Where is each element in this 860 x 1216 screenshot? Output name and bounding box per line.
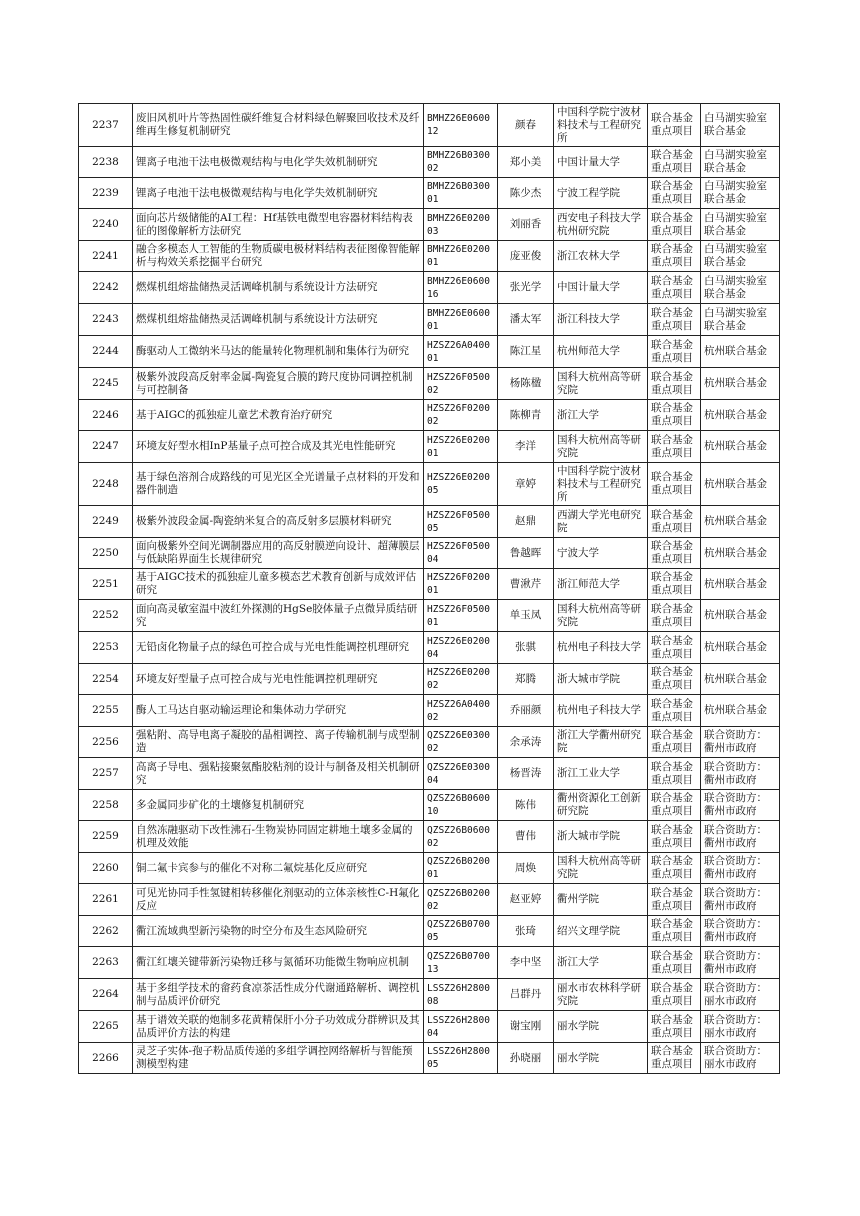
- row-number: 2248: [79, 463, 133, 506]
- applicant-name: 潘太军: [498, 304, 554, 336]
- project-code: BMHZ26E060001: [424, 304, 498, 336]
- project-title: 酶驱动人工微纳米马达的能量转化物理机制和集体行为研究: [133, 336, 424, 368]
- funding-source: 杭州联合基金: [701, 600, 780, 632]
- project-type: 联合基金重点项目: [648, 821, 701, 853]
- row-number: 2264: [79, 979, 133, 1011]
- table-row: [79, 104, 780, 147]
- institution: 丽水市农林科学研究院: [554, 979, 648, 1011]
- project-code: HZSZ26A040002: [424, 695, 498, 727]
- applicant-name: 刘丽香: [498, 209, 554, 241]
- funding-source: 白马湖实验室联合基金: [701, 104, 780, 147]
- project-title: 锂离子电池干法电极微观结构与电化学失效机制研究: [133, 178, 424, 209]
- project-code: HZSZ26A040001: [424, 336, 498, 368]
- row-number: 2266: [79, 1043, 133, 1074]
- table-row: [79, 664, 780, 695]
- institution: 国科大杭州高等研究院: [554, 431, 648, 463]
- funding-source: 杭州联合基金: [701, 463, 780, 506]
- table-row: [79, 538, 780, 569]
- project-title: 极紫外波段高反射率金属-陶瓷复合膜的跨尺度协同调控机制与可控制备: [133, 368, 424, 400]
- project-type: 联合基金重点项目: [648, 147, 701, 178]
- row-number: 2259: [79, 821, 133, 853]
- applicant-name: 吕群丹: [498, 979, 554, 1011]
- table-row: [79, 916, 780, 947]
- applicant-name: 单玉凤: [498, 600, 554, 632]
- table-row: [79, 400, 780, 431]
- funding-source: 联合资助方：丽水市政府: [701, 979, 780, 1011]
- row-number: 2256: [79, 727, 133, 758]
- applicant-name: 张骐: [498, 632, 554, 664]
- project-code: HZSZ26E020005: [424, 463, 498, 506]
- project-type: 联合基金重点项目: [648, 884, 701, 916]
- applicant-name: 赵亚婷: [498, 884, 554, 916]
- project-title: 无铅卤化物量子点的绿色可控合成与光电性能调控机理研究: [133, 632, 424, 664]
- row-number: 2260: [79, 853, 133, 884]
- project-title: 燃煤机组熔盐储热灵活调峰机制与系统设计方法研究: [133, 272, 424, 304]
- project-title: 基于AIGC的孤独症儿童艺术教育治疗研究: [133, 400, 424, 431]
- project-code: BMHZ26B030002: [424, 147, 498, 178]
- table-row: [79, 336, 780, 368]
- applicant-name: 杨陈楹: [498, 368, 554, 400]
- applicant-name: 鲁越晖: [498, 538, 554, 569]
- project-type: 联合基金重点项目: [648, 304, 701, 336]
- institution: 国科大杭州高等研究院: [554, 853, 648, 884]
- funding-source: 白马湖实验室联合基金: [701, 178, 780, 209]
- row-number: 2263: [79, 947, 133, 979]
- institution: 中国科学院宁波材料技术与工程研究所: [554, 463, 648, 506]
- project-title: 基于AIGC技术的孤独症儿童多模态艺术教育创新与成效评估研究: [133, 569, 424, 600]
- funding-source: 白马湖实验室联合基金: [701, 209, 780, 241]
- project-code: HZSZ26F050001: [424, 600, 498, 632]
- institution: 杭州电子科技大学: [554, 695, 648, 727]
- institution: 丽水学院: [554, 1043, 648, 1074]
- project-title: 强粘附、高导电离子凝胶的晶相调控、离子传输机制与成型制造: [133, 727, 424, 758]
- project-type: 联合基金重点项目: [648, 664, 701, 695]
- projects-table: [78, 103, 780, 1074]
- project-type: 联合基金重点项目: [648, 431, 701, 463]
- project-title: 极紫外波段金属-陶瓷纳米复合的高反射多层膜材料研究: [133, 506, 424, 538]
- funding-source: 联合资助方：衢州市政府: [701, 853, 780, 884]
- project-code: QZSZ26E030002: [424, 727, 498, 758]
- table-body: [79, 104, 780, 1074]
- funding-source: 联合资助方：丽水市政府: [701, 1043, 780, 1074]
- project-code: BMHZ26E020003: [424, 209, 498, 241]
- project-type: 联合基金重点项目: [648, 632, 701, 664]
- institution: 西安电子科技大学杭州研究院: [554, 209, 648, 241]
- funding-source: 联合资助方：衢州市政府: [701, 758, 780, 790]
- table-row: [79, 241, 780, 272]
- table-row: [79, 821, 780, 853]
- project-code: HZSZ26F050002: [424, 368, 498, 400]
- institution: 浙江师范大学: [554, 569, 648, 600]
- project-title: 基于谱效关联的炮制多花黄精保肝小分子功效成分群辨识及其品质评价方法的构建: [133, 1011, 424, 1043]
- row-number: 2258: [79, 790, 133, 821]
- project-title: 环境友好型量子点可控合成与光电性能调控机理研究: [133, 664, 424, 695]
- applicant-name: 庞亚俊: [498, 241, 554, 272]
- project-title: 衢江流域典型新污染物的时空分布及生态风险研究: [133, 916, 424, 947]
- applicant-name: 余承涛: [498, 727, 554, 758]
- project-title: 融合多模态人工智能的生物质碳电极材料结构表征图像智能解析与构效关系挖掘平台研究: [133, 241, 424, 272]
- institution: 绍兴文理学院: [554, 916, 648, 947]
- row-number: 2246: [79, 400, 133, 431]
- table-row: [79, 147, 780, 178]
- project-code: QZSZ26B070013: [424, 947, 498, 979]
- applicant-name: 陈柳青: [498, 400, 554, 431]
- row-number: 2250: [79, 538, 133, 569]
- row-number: 2253: [79, 632, 133, 664]
- applicant-name: 李中坚: [498, 947, 554, 979]
- institution: 浙江科技大学: [554, 304, 648, 336]
- institution: 浙大城市学院: [554, 664, 648, 695]
- project-code: BMHZ26E060012: [424, 104, 498, 147]
- project-type: 联合基金重点项目: [648, 727, 701, 758]
- project-type: 联合基金重点项目: [648, 600, 701, 632]
- funding-source: 联合资助方：衢州市政府: [701, 727, 780, 758]
- project-type: 联合基金重点项目: [648, 1011, 701, 1043]
- project-title: 面向芯片级储能的AI工程：Hf基铁电微型电容器材料结构表征的图像解析方法研究: [133, 209, 424, 241]
- project-type: 联合基金重点项目: [648, 368, 701, 400]
- applicant-name: 李洋: [498, 431, 554, 463]
- institution: 衢州资源化工创新研究院: [554, 790, 648, 821]
- project-code: HZSZ26F050004: [424, 538, 498, 569]
- project-title: 燃煤机组熔盐储热灵活调峰机制与系统设计方法研究: [133, 304, 424, 336]
- project-code: QZSZ26E030004: [424, 758, 498, 790]
- funding-source: 白马湖实验室联合基金: [701, 241, 780, 272]
- row-number: 2249: [79, 506, 133, 538]
- funding-source: 杭州联合基金: [701, 336, 780, 368]
- applicant-name: 张琦: [498, 916, 554, 947]
- funding-source: 白马湖实验室联合基金: [701, 304, 780, 336]
- institution: 宁波大学: [554, 538, 648, 569]
- project-title: 废旧风机叶片等热固性碳纤维复合材料绿色解聚回收技术及纤维再生修复机制研究: [133, 104, 424, 147]
- row-number: 2244: [79, 336, 133, 368]
- project-title: 基于多组学技术的畲药食凉茶活性成分代谢通路解析、调控机制与品质评价研究: [133, 979, 424, 1011]
- project-code: QZSZ26B060002: [424, 821, 498, 853]
- row-number: 2255: [79, 695, 133, 727]
- project-title: 高离子导电、强粘接聚氨酯胶粘剂的设计与制备及相关机制研究: [133, 758, 424, 790]
- project-code: HZSZ26F020001: [424, 569, 498, 600]
- project-type: 联合基金重点项目: [648, 506, 701, 538]
- funding-source: 联合资助方：衢州市政府: [701, 790, 780, 821]
- applicant-name: 孙晓丽: [498, 1043, 554, 1074]
- funding-source: 白马湖实验室联合基金: [701, 147, 780, 178]
- funding-source: 杭州联合基金: [701, 368, 780, 400]
- funding-source: 杭州联合基金: [701, 506, 780, 538]
- table-row: [79, 695, 780, 727]
- table-row: [79, 431, 780, 463]
- applicant-name: 谢宝刚: [498, 1011, 554, 1043]
- project-code: QZSZ26B060010: [424, 790, 498, 821]
- table-row: [79, 600, 780, 632]
- project-type: 联合基金重点项目: [648, 1043, 701, 1074]
- project-title: 面向极紫外空间光调制器应用的高反射膜逆向设计、超薄膜层与低缺陷界面生长规律研究: [133, 538, 424, 569]
- project-type: 联合基金重点项目: [648, 104, 701, 147]
- row-number: 2257: [79, 758, 133, 790]
- table-row: [79, 506, 780, 538]
- applicant-name: 赵鼎: [498, 506, 554, 538]
- institution: 中国计量大学: [554, 147, 648, 178]
- project-title: 环境友好型水相InP基量子点可控合成及其光电性能研究: [133, 431, 424, 463]
- institution: 国科大杭州高等研究院: [554, 600, 648, 632]
- table-row: [79, 178, 780, 209]
- project-title: 铜二氟卡宾参与的催化不对称二氟烷基化反应研究: [133, 853, 424, 884]
- table-row: [79, 272, 780, 304]
- institution: 浙江大学: [554, 947, 648, 979]
- institution: 浙江农林大学: [554, 241, 648, 272]
- row-number: 2262: [79, 916, 133, 947]
- row-number: 2245: [79, 368, 133, 400]
- project-type: 联合基金重点项目: [648, 400, 701, 431]
- applicant-name: 陈江星: [498, 336, 554, 368]
- applicant-name: 张光学: [498, 272, 554, 304]
- applicant-name: 郑小美: [498, 147, 554, 178]
- table-row: [79, 304, 780, 336]
- project-type: 联合基金重点项目: [648, 979, 701, 1011]
- funding-source: 联合资助方：衢州市政府: [701, 821, 780, 853]
- funding-source: 杭州联合基金: [701, 400, 780, 431]
- funding-source: 白马湖实验室联合基金: [701, 272, 780, 304]
- project-code: BMHZ26B030001: [424, 178, 498, 209]
- project-code: HZSZ26E020002: [424, 664, 498, 695]
- row-number: 2240: [79, 209, 133, 241]
- project-type: 联合基金重点项目: [648, 569, 701, 600]
- table-row: [79, 979, 780, 1011]
- applicant-name: 郑腾: [498, 664, 554, 695]
- project-type: 联合基金重点项目: [648, 758, 701, 790]
- project-type: 联合基金重点项目: [648, 853, 701, 884]
- institution: 丽水学院: [554, 1011, 648, 1043]
- table-row: [79, 368, 780, 400]
- applicant-name: 颜春: [498, 104, 554, 147]
- project-type: 联合基金重点项目: [648, 947, 701, 979]
- table-row: [79, 853, 780, 884]
- institution: 浙江大学: [554, 400, 648, 431]
- row-number: 2265: [79, 1011, 133, 1043]
- table-row: [79, 758, 780, 790]
- institution: 中国计量大学: [554, 272, 648, 304]
- table-row: [79, 884, 780, 916]
- applicant-name: 乔丽颜: [498, 695, 554, 727]
- funding-source: 联合资助方：衢州市政府: [701, 916, 780, 947]
- project-type: 联合基金重点项目: [648, 538, 701, 569]
- project-type: 联合基金重点项目: [648, 209, 701, 241]
- institution: 中国科学院宁波材料技术与工程研究所: [554, 104, 648, 147]
- applicant-name: 章婷: [498, 463, 554, 506]
- applicant-name: 曹伟: [498, 821, 554, 853]
- institution: 衢州学院: [554, 884, 648, 916]
- project-code: BMHZ26E060016: [424, 272, 498, 304]
- project-code: LSSZ26H280008: [424, 979, 498, 1011]
- project-type: 联合基金重点项目: [648, 178, 701, 209]
- project-code: LSSZ26H280005: [424, 1043, 498, 1074]
- project-title: 面向高灵敏室温中波红外探测的HgSe胶体量子点微异质结研究: [133, 600, 424, 632]
- project-type: 联合基金重点项目: [648, 336, 701, 368]
- funding-source: 杭州联合基金: [701, 538, 780, 569]
- row-number: 2241: [79, 241, 133, 272]
- row-number: 2243: [79, 304, 133, 336]
- institution: 杭州师范大学: [554, 336, 648, 368]
- project-code: HZSZ26F020002: [424, 400, 498, 431]
- applicant-name: 周焕: [498, 853, 554, 884]
- funding-source: 杭州联合基金: [701, 569, 780, 600]
- table-row: [79, 632, 780, 664]
- project-title: 可见光协同手性氢键相转移催化剂驱动的立体亲核性C-H氟化反应: [133, 884, 424, 916]
- institution: 宁波工程学院: [554, 178, 648, 209]
- institution: 国科大杭州高等研究院: [554, 368, 648, 400]
- table-row: [79, 1043, 780, 1074]
- row-number: 2239: [79, 178, 133, 209]
- project-type: 联合基金重点项目: [648, 790, 701, 821]
- funding-source: 联合资助方：衢州市政府: [701, 884, 780, 916]
- project-code: HZSZ26E020004: [424, 632, 498, 664]
- funding-source: 联合资助方：丽水市政府: [701, 1011, 780, 1043]
- project-code: BMHZ26E020001: [424, 241, 498, 272]
- table-row: [79, 947, 780, 979]
- row-number: 2252: [79, 600, 133, 632]
- institution: 西湖大学光电研究院: [554, 506, 648, 538]
- row-number: 2247: [79, 431, 133, 463]
- project-title: 灵芝子实体-孢子粉品质传递的多组学调控网络解析与智能预测模型构建: [133, 1043, 424, 1074]
- project-title: 衢江红壤关键带新污染物迁移与氮循环功能微生物响应机制: [133, 947, 424, 979]
- project-type: 联合基金重点项目: [648, 695, 701, 727]
- table-row: [79, 463, 780, 506]
- project-code: QZSZ26B020001: [424, 853, 498, 884]
- project-title: 多金属同步矿化的土壤修复机制研究: [133, 790, 424, 821]
- project-title: 基于绿色溶剂合成路线的可见光区全光谱量子点材料的开发和器件制造: [133, 463, 424, 506]
- project-type: 联合基金重点项目: [648, 241, 701, 272]
- table-row: [79, 569, 780, 600]
- project-title: 酶人工马达自驱动输运理论和集体动力学研究: [133, 695, 424, 727]
- project-code: HZSZ26E020001: [424, 431, 498, 463]
- applicant-name: 杨晋涛: [498, 758, 554, 790]
- row-number: 2261: [79, 884, 133, 916]
- applicant-name: 陈少杰: [498, 178, 554, 209]
- institution: 浙江工业大学: [554, 758, 648, 790]
- project-type: 联合基金重点项目: [648, 272, 701, 304]
- row-number: 2237: [79, 104, 133, 147]
- table-row: [79, 209, 780, 241]
- project-code: HZSZ26F050005: [424, 506, 498, 538]
- funding-source: 杭州联合基金: [701, 664, 780, 695]
- institution: 杭州电子科技大学: [554, 632, 648, 664]
- project-type: 联合基金重点项目: [648, 463, 701, 506]
- table-row: [79, 790, 780, 821]
- funding-source: 联合资助方：衢州市政府: [701, 947, 780, 979]
- table-row: [79, 727, 780, 758]
- institution: 浙江大学衢州研究院: [554, 727, 648, 758]
- applicant-name: 曹湫芹: [498, 569, 554, 600]
- project-title: 自然冻融驱动下改性沸石-生物炭协同固定耕地土壤多金属的机理及效能: [133, 821, 424, 853]
- row-number: 2242: [79, 272, 133, 304]
- funding-source: 杭州联合基金: [701, 431, 780, 463]
- project-code: QZSZ26B070005: [424, 916, 498, 947]
- applicant-name: 陈伟: [498, 790, 554, 821]
- project-title: 锂离子电池干法电极微观结构与电化学失效机制研究: [133, 147, 424, 178]
- institution: 浙大城市学院: [554, 821, 648, 853]
- row-number: 2254: [79, 664, 133, 695]
- project-type: 联合基金重点项目: [648, 916, 701, 947]
- row-number: 2251: [79, 569, 133, 600]
- row-number: 2238: [79, 147, 133, 178]
- project-code: QZSZ26B020002: [424, 884, 498, 916]
- table-row: [79, 1011, 780, 1043]
- funding-source: 杭州联合基金: [701, 695, 780, 727]
- funding-source: 杭州联合基金: [701, 632, 780, 664]
- project-code: LSSZ26H280004: [424, 1011, 498, 1043]
